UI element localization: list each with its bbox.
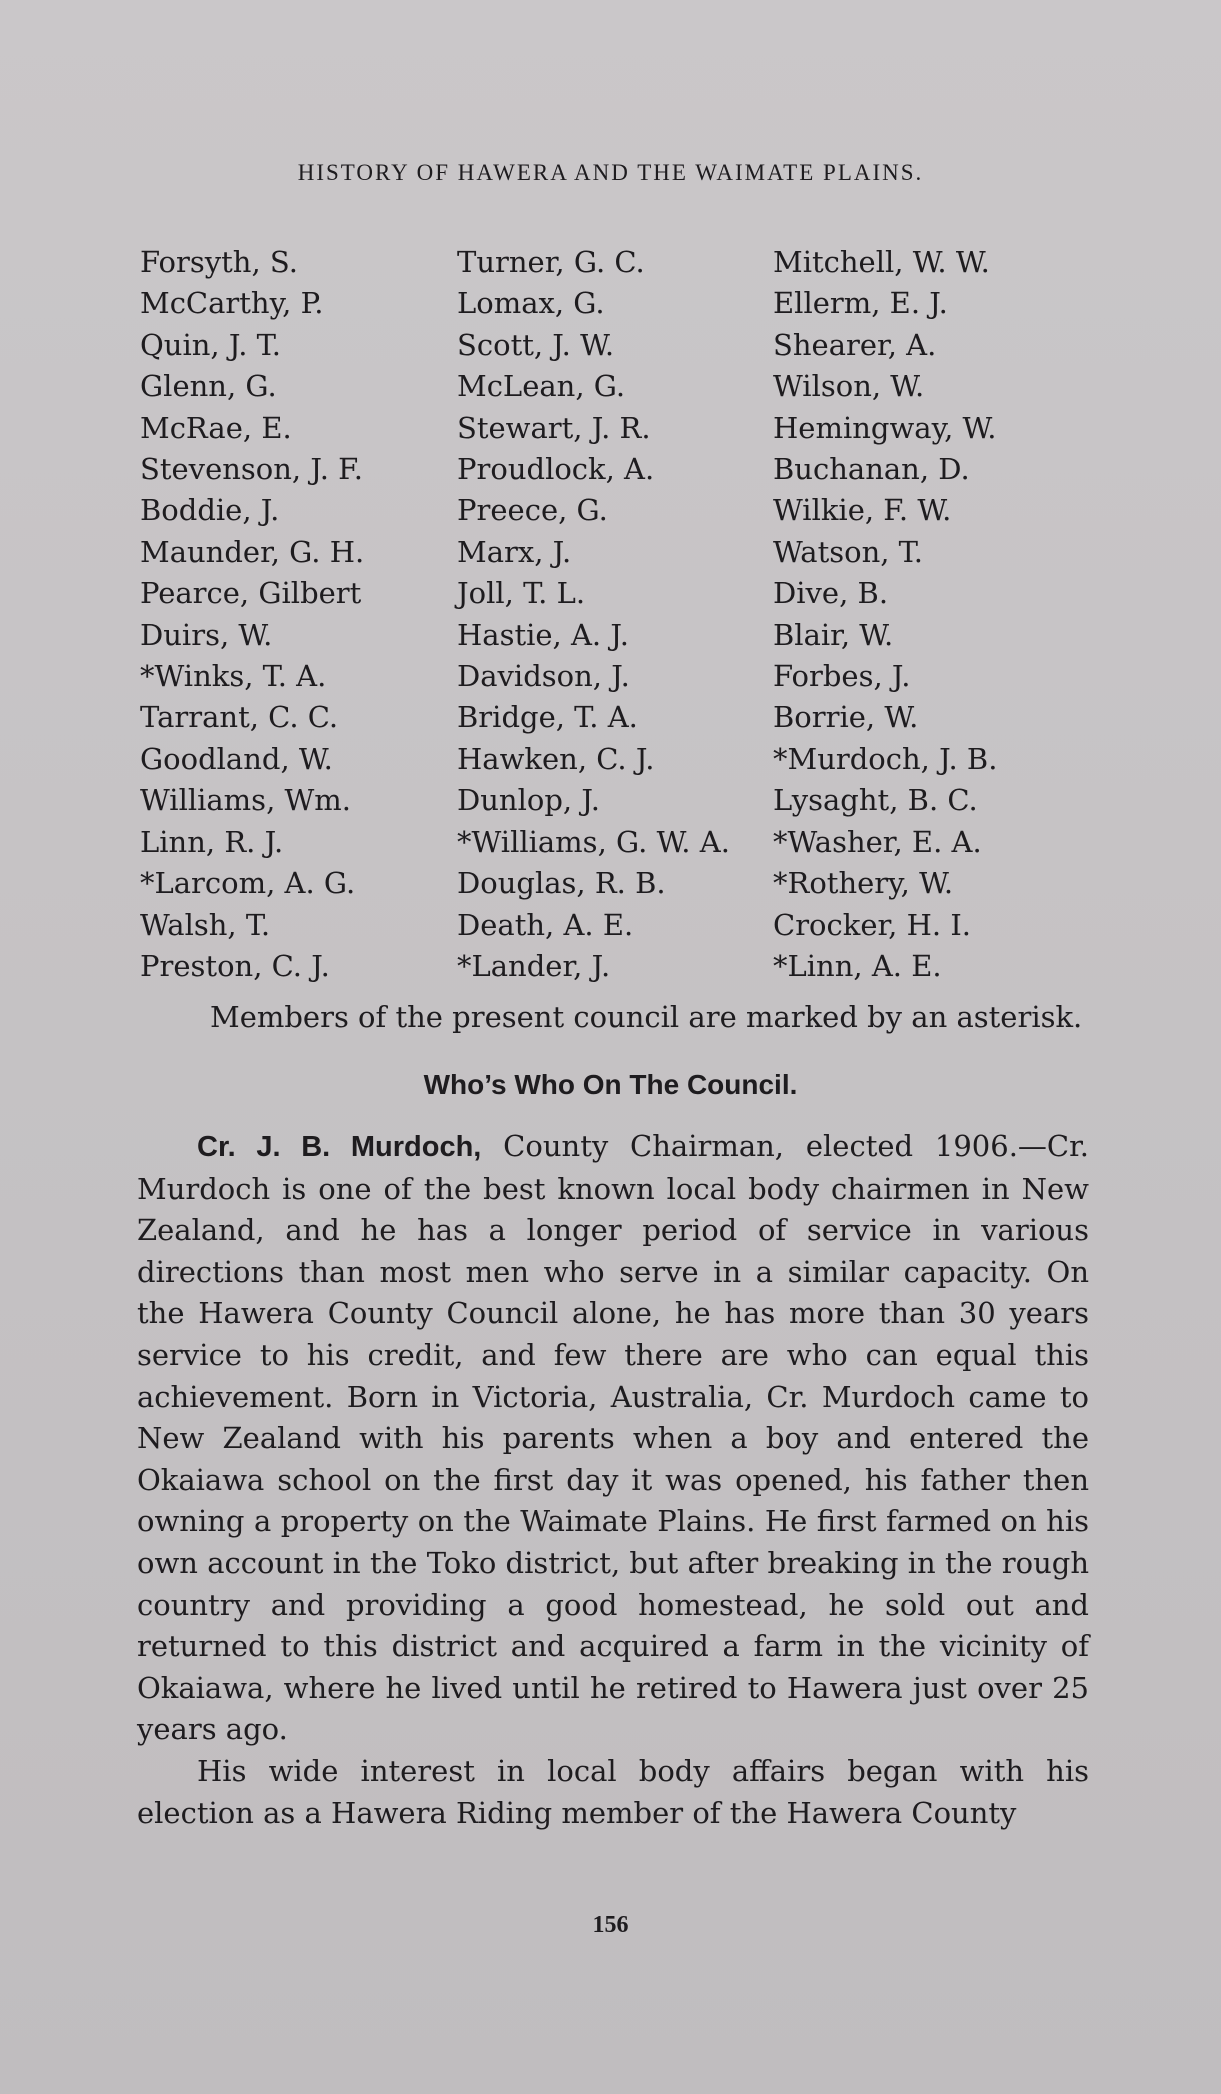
- name-entry: *Rothery, W.: [773, 866, 954, 901]
- name-entry: Mitchell, W. W.: [773, 245, 990, 279]
- names-column-3: [773, 242, 997, 987]
- name-entry: Hawken, C. J.: [457, 741, 655, 776]
- name-entry: Shearer, A.: [773, 327, 937, 362]
- name-entry: Ellerm, E. J.: [773, 286, 948, 321]
- page-number: 156: [592, 1912, 629, 1938]
- name-entry: Goodland, W.: [140, 741, 333, 776]
- name-entry: Quin, J. T.: [140, 327, 281, 362]
- name-entry: Preece, G.: [457, 493, 608, 528]
- name-entry: *Winks, T. A.: [140, 659, 327, 694]
- name-entry: Tarrant, C. C.: [140, 700, 339, 735]
- name-entry: Stevenson, J. F.: [140, 452, 363, 487]
- name-entry: Bridge, T. A.: [457, 700, 638, 735]
- name-entry: Blair, W.: [773, 617, 894, 652]
- body-text: [137, 1126, 1089, 1834]
- name-entry: Forbes, J.: [773, 659, 911, 694]
- name-entry: Williams, Wm.: [140, 783, 352, 818]
- name-entry: Death, A. E.: [457, 907, 634, 942]
- name-entry: Glenn, G.: [140, 369, 277, 404]
- section-heading: Who’s Who On The Council.: [423, 1069, 798, 1100]
- name-entry: Preston, C. J.: [140, 948, 330, 983]
- name-entry: Walsh, T.: [140, 907, 271, 942]
- paragraph-1: [137, 1126, 1089, 1751]
- name-entry: *Williams, G. W. A.: [457, 824, 730, 859]
- name-entry: Borrie, W.: [773, 700, 919, 735]
- name-entry: McRae, E.: [140, 410, 292, 445]
- name-entry: Duirs, W.: [140, 617, 273, 652]
- name-entry: Davidson, J.: [457, 659, 630, 694]
- name-entry: Crocker, H. I.: [773, 907, 972, 942]
- name-entry: *Larcom, A. G.: [140, 866, 356, 901]
- asterisk-footnote: Members of the present council are marked by an asterisk.: [210, 1000, 1083, 1034]
- name-entry: Watson, T.: [773, 534, 923, 569]
- name-entry: *Linn, A. E.: [773, 948, 942, 983]
- name-entry: McLean, G.: [457, 369, 626, 404]
- name-entry: Dunlop, J.: [457, 783, 600, 818]
- names-column-1: [140, 242, 364, 987]
- name-entry: Wilkie, F. W.: [773, 493, 952, 528]
- name-entry: Boddie, J.: [140, 493, 280, 528]
- name-entry: *Washer, E. A.: [773, 824, 982, 859]
- running-head: HISTORY OF HAWERA AND THE WAIMATE PLAINS.: [297, 160, 924, 185]
- name-entry: Joll, T. L.: [457, 576, 586, 611]
- name-entry: *Murdoch, J. B.: [773, 741, 998, 776]
- name-entry: Linn, R. J.: [140, 824, 284, 859]
- name-entry: *Lander, J.: [457, 948, 611, 983]
- name-entry: Lysaght, B. C.: [773, 783, 978, 818]
- name-entry: Proudlock, A.: [457, 452, 655, 487]
- name-entry: Marx, J.: [457, 534, 572, 569]
- name-entry: Wilson, W.: [773, 369, 925, 404]
- name-entry: Douglas, R. B.: [457, 866, 666, 901]
- name-entry: Lomax, G.: [457, 286, 605, 321]
- names-column-2: [457, 242, 730, 987]
- name-entry: McCarthy, P.: [140, 286, 324, 321]
- paragraph-1-text: County Chairman, elected 1906.—Cr. Murdoch is one of the best known local body chairmen in New Zealand, and he has a longer period of service in various directions than most men who serve in a similar capacity. On the Hawera County Council alone, he has more than 30 years service to his credit, and few there are who can equal this achievement. Born in Victoria, Australia, Cr. Murdoch came to New Zealand with his parents when a boy and entered the Okaiawa school on the first day it was opened, his father then owning a property on the Waimate Plains. He first farmed on his own account in the Toko district, but after breaking in the rough country and providing a good homestead, he sold out and returned to this district and acquired a farm in the vicinity of Okaiawa, where he lived until he retired to Hawera just over 25 years ago.: [137, 1129, 1090, 1747]
- name-entry: Forsyth, S.: [140, 245, 298, 279]
- name-entry: Scott, J. W.: [457, 327, 615, 362]
- name-entry: Pearce, Gilbert: [140, 576, 362, 611]
- paragraph-1-lead: Cr. J. B. Murdoch,: [197, 1131, 482, 1163]
- name-entry: Hastie, A. J.: [457, 617, 629, 652]
- name-entry: Turner, G. C.: [457, 245, 645, 279]
- name-entry: Dive, B.: [773, 576, 889, 611]
- name-entry: Stewart, J. R.: [457, 410, 651, 445]
- paragraph-2: His wide interest in local body affairs began with his election as a Hawera Riding member of the Hawera County: [137, 1753, 1089, 1830]
- name-entry: Maunder, G. H.: [140, 534, 365, 569]
- name-entry: Buchanan, D.: [773, 452, 970, 487]
- name-entry: Hemingway, W.: [773, 410, 997, 445]
